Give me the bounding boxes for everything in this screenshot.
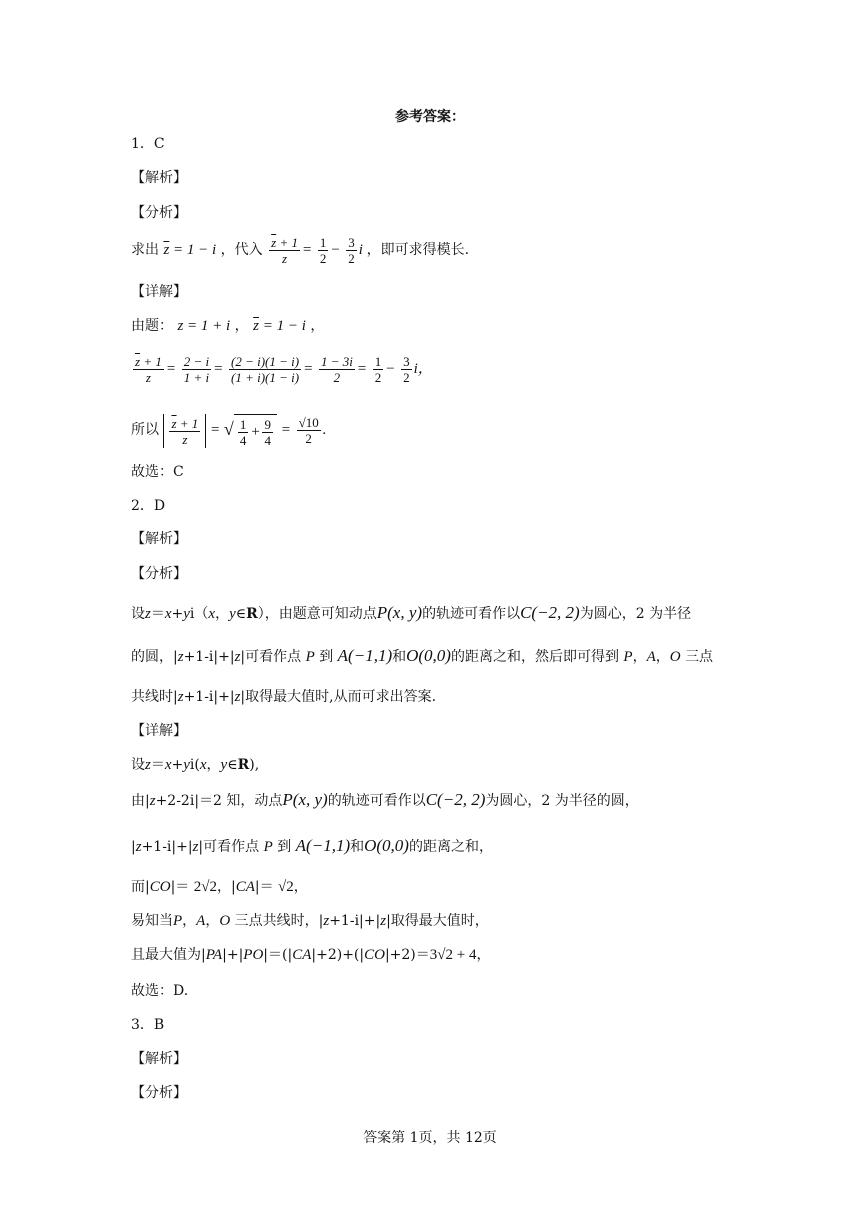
- q2-d6-text-c: +2)+(: [316, 947, 360, 963]
- q2-a1-text: 设: [131, 606, 145, 622]
- q2-detail-line1: 设z＝x+yi(x，y∈R),: [131, 757, 260, 773]
- q2-fenxi-heading: 【分析】: [131, 566, 187, 582]
- q2-choice: 故选：D.: [131, 983, 189, 999]
- q2-detail-line5: 易知当P，A，O 三点共线时，|z+1-i|+|z|取得最大值时，: [131, 913, 489, 929]
- q2-a1-comma: ，: [215, 606, 230, 622]
- q2-d2-text-b: ＝2 知，动点: [199, 793, 283, 809]
- q2-d1-paren: (: [194, 757, 200, 773]
- q2-d5-text-a: 易知当: [131, 913, 173, 929]
- page-footer: 答案第 1页，共 12页: [363, 1130, 497, 1146]
- q1-given-text-a: 由题：: [131, 318, 173, 334]
- q2-a2-text-b: 可看作点: [245, 649, 302, 665]
- q2-d2-text-d: 为圆心，2 为半径的圆，: [485, 793, 639, 809]
- q1-analysis-text-c: ，即可求得模长.: [366, 242, 470, 258]
- q2-a2-text-a: 的圆，: [131, 649, 173, 665]
- q1-given-text-c: ，: [310, 318, 325, 334]
- q1-so-text: 所以: [131, 421, 159, 438]
- q2-jiexi-heading: 【解析】: [131, 531, 187, 547]
- q1-analysis-text-a: 求出: [131, 242, 159, 258]
- q1-computation: [131, 352, 433, 386]
- q2-d4-text-b: ，: [216, 879, 231, 895]
- q2-analysis-line1: 设z＝x+yi（x，y∈R），由题意可知动点P(x, y)的轨迹可看作以C(−2, 2)为圆心，2 为半径: [131, 603, 692, 622]
- q2-d1-comma: ，: [206, 757, 221, 773]
- q2-a2-text-f: 三点: [685, 649, 714, 665]
- q2-a3-text-a: 共线时: [131, 689, 173, 705]
- q2-a2-text-e: 的距离之和，然后即可得到: [450, 649, 619, 665]
- q1-modulus: [131, 412, 326, 449]
- q2-point-c: C(−2, 2): [520, 603, 580, 622]
- q2-d5-text-c: 取得最大值时，: [390, 913, 489, 929]
- q2-number: 2．D: [131, 498, 166, 514]
- q2-a1-text-e: 的轨迹可看作以: [422, 606, 521, 622]
- q2-analysis-line2: 的圆，|z+1-i|+|z|可看作点 P 到 A(−1,1)和O(0,0)的距离之和，然后即可得到 P，A，O 三点: [131, 646, 714, 665]
- q2-d6-text-b: ＝(: [268, 947, 288, 963]
- q1-given: [131, 316, 324, 336]
- page-title: 参考答案：: [395, 109, 465, 125]
- q2-d3-text-b: 到: [277, 839, 292, 855]
- q1-computation-formula: $\frac{\overline{z} + 1}{z}$ = $\frac{2 - i}{1 + i}$ = $\frac{(2 - i)(1 - i)}{(1 + i)(1 - i)}$ = $\frac{1 - 3i}{2}$ = $\frac{1}{2}$ − $\frac{3}{2}$ i，: [135, 354, 433, 386]
- q2-d3-text-d: 的距离之和，: [408, 839, 493, 855]
- q2-detail-line4: 而|CO|＝ 2√2，|CA|＝ √2，: [131, 879, 308, 895]
- q2-d1-close: ),: [249, 757, 260, 773]
- q2-a1-text-d: ），由题意可知动点: [257, 606, 377, 622]
- q2-d6-text-e: ，: [476, 947, 491, 963]
- q2-a2-text-d: 和: [392, 649, 407, 665]
- q2-d1-text-a: 设: [131, 757, 145, 773]
- q2-d6-text-d: +2)＝: [389, 947, 430, 963]
- q1-z-formula: z = 1 + i: [177, 318, 231, 334]
- q2-d4-text-c: ，: [293, 879, 308, 895]
- q1-substitute-formula: $\frac{\overline{z} + 1}{z}$ = $\frac{1}{2}$ − $\frac{3}{2}$ i: [271, 235, 363, 267]
- q2-a3-text-b: 取得最大值时,从而可求出答案.: [245, 689, 437, 705]
- q2-a1-z-def: z: [145, 606, 151, 622]
- q2-xiangjie-heading: 【详解】: [131, 723, 187, 739]
- q2-d2-text-a: 由: [131, 793, 145, 809]
- q3-fenxi-heading: 【分析】: [131, 1085, 187, 1101]
- q1-xiangjie-heading: 【详解】: [131, 284, 187, 300]
- q1-fenxi-heading: 【分析】: [131, 205, 187, 221]
- q2-a2-text-c: 到: [319, 649, 334, 665]
- q2-detail-line3: |z+1-i|+|z|可看作点 P 到 A(−1,1)和O(0,0)的距离之和，: [131, 836, 493, 855]
- q2-d3-text-c: 和: [350, 839, 365, 855]
- q2-detail-line6: 且最大值为|PA|+|PO|＝(|CA|+2)+(|CO|+2)＝3√2 + 4，: [131, 947, 491, 963]
- q2-d5-text-b: 三点共线时，: [234, 913, 319, 929]
- q1-conj-formula: $\overline{z} = 1 - i$: [163, 242, 217, 258]
- q3-number: 3．B: [131, 1017, 165, 1033]
- q1-zbar-formula: $\overline{z} = 1 - i$: [253, 318, 306, 334]
- q2-a1-paren: （: [194, 606, 209, 622]
- q1-given-text-b: ，: [234, 318, 249, 334]
- q2-point-o: O(0,0): [406, 646, 451, 665]
- q2-d4-text-a: 而: [131, 879, 145, 895]
- q1-modulus-formula: $\frac{\overline{z} + 1}{z}$ = √ $\frac{1}{4}$ + $\frac{9}{4}$ = $\frac{√10}{2}$ .: [163, 422, 326, 438]
- q1-jiexi-heading: 【解析】: [131, 170, 187, 186]
- q2-a1-text-f: 为圆心，2 为半径: [579, 606, 692, 622]
- q3-jiexi-heading: 【解析】: [131, 1051, 187, 1067]
- q1-analysis: [131, 235, 469, 266]
- q1-analysis-text-b: ，代入: [220, 242, 263, 258]
- q2-point-p: P(x, y): [376, 603, 423, 622]
- q1-number: 1．C: [131, 136, 165, 152]
- q2-detail-line2: 由|z+2-2i|＝2 知，动点P(x, y)的轨迹可看作以C(−2, 2)为圆心，2 为半径的圆，: [131, 790, 639, 809]
- q2-d3-text-a: 可看作点: [203, 839, 260, 855]
- q1-choice: 故选：C: [131, 464, 184, 480]
- q2-point-a: A(−1,1): [337, 646, 393, 665]
- q2-d6-text-a: 且最大值为: [131, 947, 201, 963]
- q2-d2-text-c: 的轨迹可看作以: [327, 793, 426, 809]
- q2-analysis-line3: 共线时|z+1-i|+|z|取得最大值时,从而可求出答案.: [131, 689, 437, 705]
